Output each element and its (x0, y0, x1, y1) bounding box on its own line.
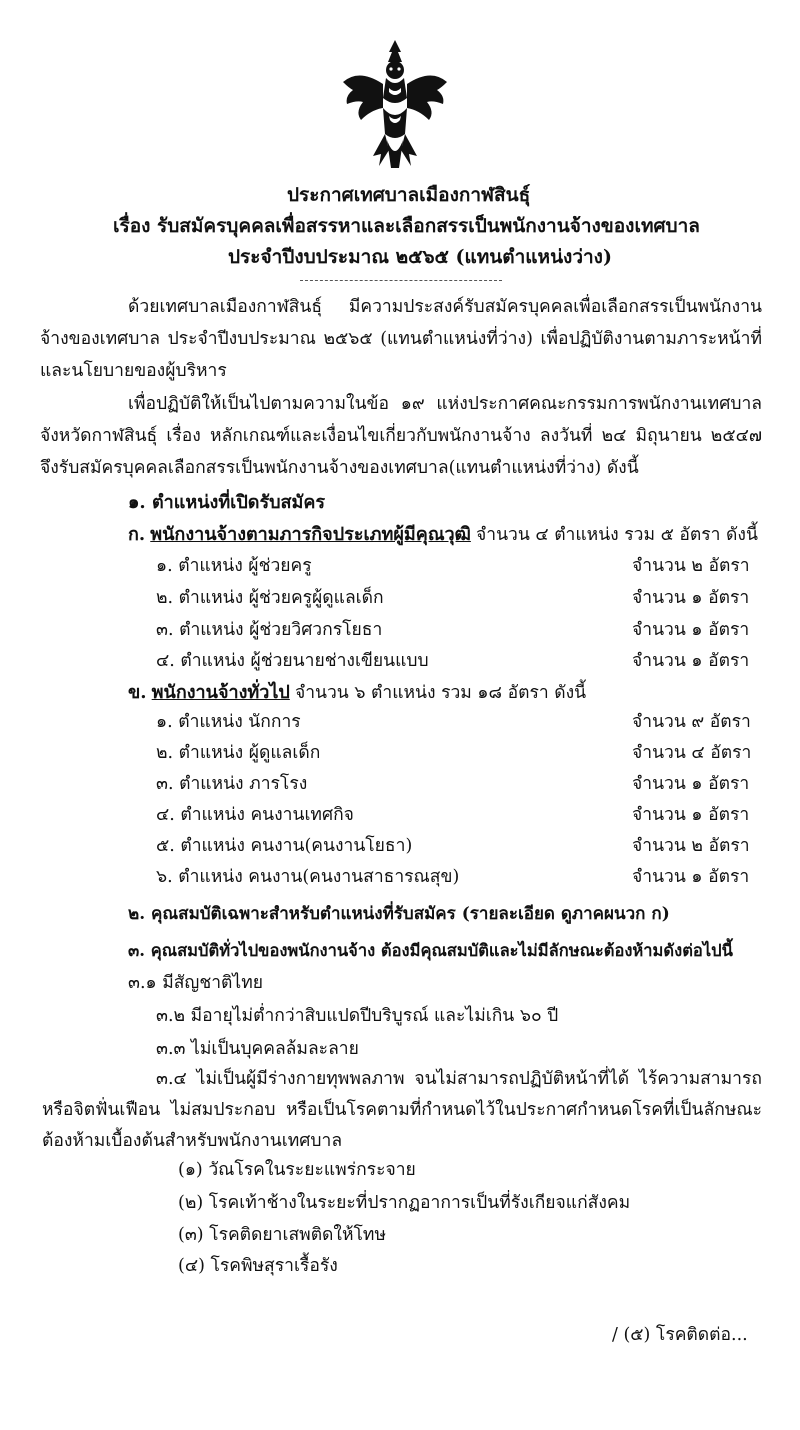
position-b-5-qty: จำนวน ๒ อัตรา (632, 836, 750, 856)
group-a-header (128, 519, 758, 548)
qualification-3-1: ๓.๑ มีสัญชาติไทย (128, 973, 263, 993)
intro-paragraph-1: ด้วยเทศบาลเมืองกาฬสินธุ์ มีความประสงค์รับสมัครบุคคลเพื่อเลือกสรรเป็นพนักงานจ้างของเทศบาล ประจำปีงบประมาณ ๒๕๖๕ (แทนตำแหน่งที่ว่าง) เพื่อปฏิบัติงานตามภาระหน้าที่และนโยบายของผู้บริหาร (40, 297, 762, 381)
position-a-3-qty: จำนวน ๑ อัตรา (632, 620, 750, 640)
position-b-1-qty: จำนวน ๙ อัตรา (632, 712, 751, 732)
continued-next-page: / (๕) โรคติดต่อ... (612, 1325, 748, 1345)
position-a-4-qty: จำนวน ๑ อัตรา (632, 651, 750, 671)
qualification-3-4: ๓.๔ ไม่เป็นผู้มีร่างกายทุพพลภาพ จนไม่สามารถปฏิบัติหน้าที่ได้ ไร้ความสามารถหรือจิตฟั่นเฟือน ไม่สมประกอบ หรือเป็นโรคตามที่กำหนดไว้ในประกาศกำหนดโรคที่เป็นลักษณะต้องห้ามเบื้องต้นสำหรับพนักงานเทศบาล (42, 1069, 762, 1151)
group-b-header (128, 677, 586, 706)
position-b-4: ๔. ตำแหน่ง คนงานเทศกิจ (156, 805, 354, 825)
qualification-3-2: ๓.๒ มีอายุไม่ต่ำกว่าสิบแปดปีบริบูรณ์ และไม่เกิน ๖๐ ปี (156, 1006, 559, 1026)
section-1-heading: ๑. ตำแหน่งที่เปิดรับสมัคร (128, 492, 326, 513)
section-3-heading: ๓. คุณสมบัติทั่วไปของพนักงานจ้าง ต้องมีคุณสมบัติและไม่มีลักษณะต้องห้ามดังต่อไปนี้ (128, 941, 733, 960)
position-b-2: ๒. ตำแหน่ง ผู้ดูแลเด็ก (156, 743, 321, 763)
disease-3: (๓) โรคติดยาเสพติดให้โทษ (178, 1225, 386, 1245)
position-a-3: ๓. ตำแหน่ง ผู้ช่วยวิศวกรโยธา (156, 620, 383, 640)
announcement-title: ประกาศเทศบาลเมืองกาฬสินธุ์ (287, 184, 531, 206)
group-a-title: พนักงานจ้างตามภารกิจประเภทผู้มีคุณวุฒิ (150, 524, 471, 545)
title-divider (300, 280, 502, 281)
position-a-4: ๔. ตำแหน่ง ผู้ช่วยนายช่างเขียนแบบ (156, 651, 429, 671)
group-b-summary: จำนวน ๖ ตำแหน่ง รวม ๑๘ อัตรา ดังนี้ (294, 683, 587, 703)
position-b-3: ๓. ตำแหน่ง ภารโรง (156, 774, 308, 794)
disease-4: (๔) โรคพิษสุราเรื้อรัง (178, 1256, 338, 1276)
position-a-2: ๒. ตำแหน่ง ผู้ช่วยครูผู้ดูแลเด็ก (156, 588, 384, 608)
disease-1: (๑) วัณโรคในระยะแพร่กระจาย (178, 1160, 416, 1180)
group-a-summary: จำนวน ๔ ตำแหน่ง รวม ๕ อัตรา ดังนี้ (475, 525, 758, 545)
qualification-3-3: ๓.๓ ไม่เป็นบุคคลล้มละลาย (156, 1039, 359, 1059)
position-b-2-qty: จำนวน ๔ อัตรา (632, 743, 752, 763)
position-a-1-qty: จำนวน ๒ อัตรา (632, 556, 750, 576)
position-b-6-qty: จำนวน ๑ อัตรา (632, 867, 750, 887)
position-b-4-qty: จำนวน ๑ อัตรา (632, 805, 750, 825)
position-b-1: ๑. ตำแหน่ง นักการ (156, 712, 301, 732)
position-b-6: ๖. ตำแหน่ง คนงาน(คนงานสาธารณสุข) (156, 867, 460, 887)
position-b-5: ๕. ตำแหน่ง คนงาน(คนงานโยธา) (156, 836, 413, 856)
position-b-3-qty: จำนวน ๑ อัตรา (632, 774, 750, 794)
garuda-emblem-icon (339, 38, 451, 170)
position-a-2-qty: จำนวน ๑ อัตรา (632, 588, 750, 608)
position-a-1: ๑. ตำแหน่ง ผู้ช่วยครู (156, 556, 312, 576)
group-a-prefix: ก. (128, 524, 146, 545)
section-2-heading: ๒. คุณสมบัติเฉพาะสำหรับตำแหน่งที่รับสมัคร (รายละเอียด ดูภาคผนวก ก) (128, 904, 670, 924)
disease-2: (๒) โรคเท้าช้างในระยะที่ปรากฏอาการเป็นที่รังเกียจแก่สังคม (178, 1193, 631, 1213)
announcement-fiscal-year: ประจำปีงบประมาณ ๒๕๖๕ (แทนตำแหน่งว่าง) (228, 246, 612, 268)
group-b-title: พนักงานจ้างทั่วไป (151, 682, 290, 703)
group-b-prefix: ข. (128, 682, 147, 703)
intro-paragraph-2: เพื่อปฏิบัติให้เป็นไปตามความในข้อ ๑๙ แห่งประกาศคณะกรรมการพนักงานเทศบาลจังหวัดกาฬสินธุ์ เรื่อง หลักเกณฑ์และเงื่อนไขเกี่ยวกับพนักงานจ้าง ลงวันที่ ๒๔ มิถุนายน ๒๕๔๗ จึงรับสมัครบุคคลเลือกสรรเป็นพนักงานจ้างของเทศบาล(แทนตำแหน่งที่ว่าง) ดังนี้ (40, 394, 762, 478)
announcement-subject: เรื่อง รับสมัครบุคคลเพื่อสรรหาและเลือกสรรเป็นพนักงานจ้างของเทศบาล (113, 215, 700, 237)
